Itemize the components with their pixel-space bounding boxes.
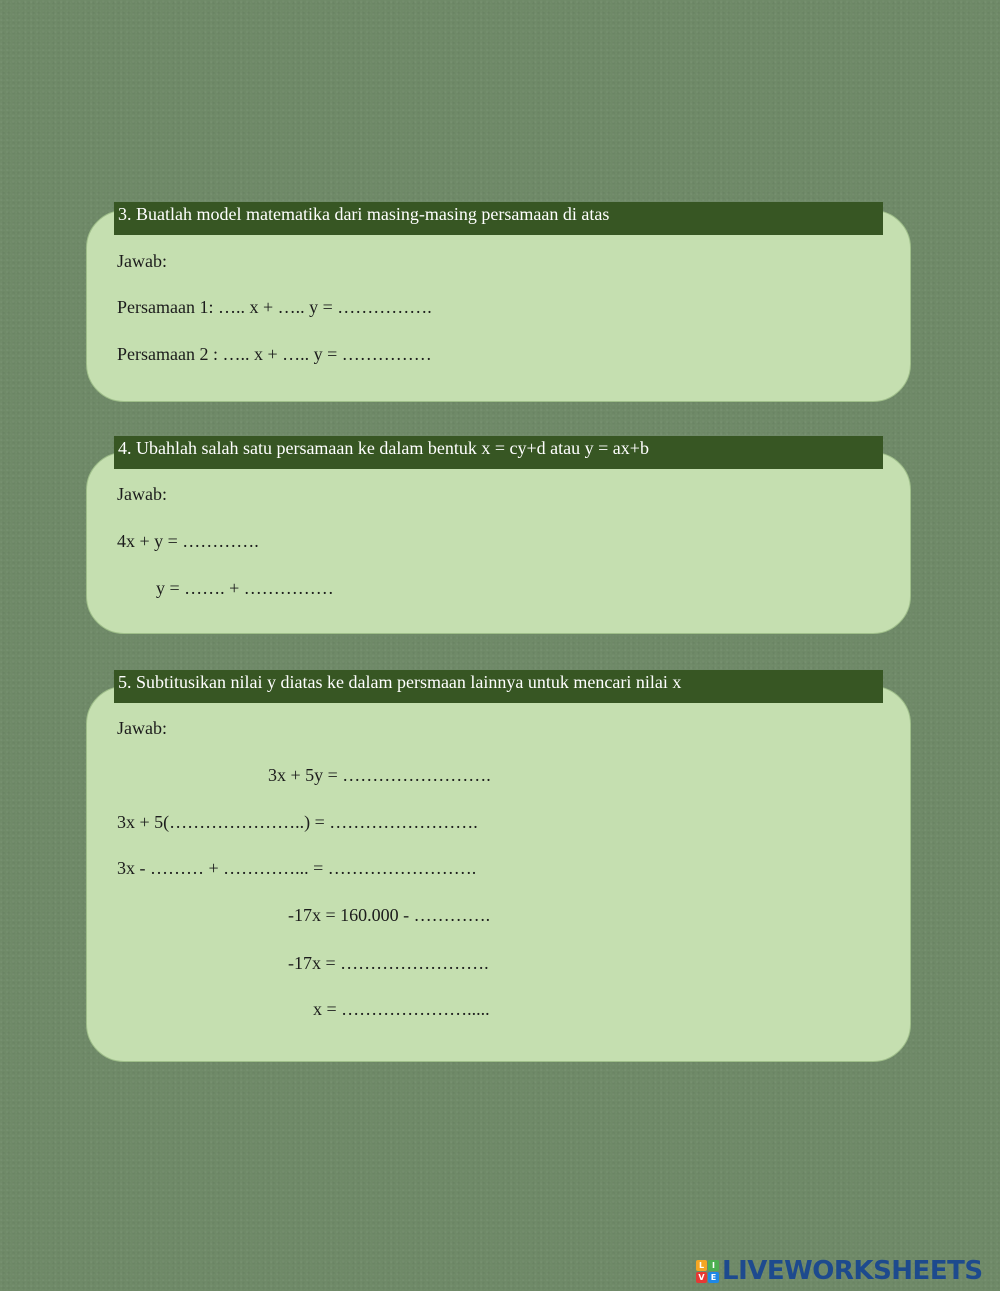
logo-tiles-icon <box>696 1260 719 1283</box>
logo-tile-i: I <box>708 1260 719 1271</box>
logo-tile-e: E <box>708 1272 719 1283</box>
section-5-step-5[interactable]: -17x = ……………………. <box>288 953 489 973</box>
section-5-step-6[interactable]: x = …………………..... <box>313 999 490 1019</box>
section-5-step-3[interactable]: 3x - ……… + …………... = ……………………. <box>117 858 477 878</box>
section-4-header: 4. Ubahlah salah satu persamaan ke dalam bentuk x = cy+d atau y = ax+b <box>114 436 883 469</box>
section-3-header: 3. Buatlah model matematika dari masing-masing persamaan di atas <box>114 202 883 235</box>
logo-text: LIVEWORKSHEETS <box>722 1256 983 1286</box>
section-3-equation-1[interactable]: Persamaan 1: ….. x + ….. y = ……………. <box>117 297 432 317</box>
section-5-step-4[interactable]: -17x = 160.000 - …………. <box>288 905 491 925</box>
section-4-equation-1[interactable]: 4x + y = …………. <box>117 531 259 551</box>
logo-tile-v: V <box>696 1272 707 1283</box>
section-4-jawab-label: Jawab: <box>117 484 167 504</box>
liveworksheets-logo <box>696 1256 983 1286</box>
section-5-jawab-label: Jawab: <box>117 718 167 738</box>
section-5-step-1[interactable]: 3x + 5y = ……………………. <box>268 765 491 785</box>
section-4-equation-2[interactable]: y = ……. + …………… <box>156 578 334 598</box>
section-3-jawab-label: Jawab: <box>117 251 167 271</box>
section-3-equation-2[interactable]: Persamaan 2 : ….. x + ….. y = …………… <box>117 344 432 364</box>
section-5-step-2[interactable]: 3x + 5(…………………..) = ……………………. <box>117 812 478 832</box>
section-5-header: 5. Subtitusikan nilai y diatas ke dalam persmaan lainnya untuk mencari nilai x <box>114 670 883 703</box>
logo-tile-l: L <box>696 1260 707 1271</box>
